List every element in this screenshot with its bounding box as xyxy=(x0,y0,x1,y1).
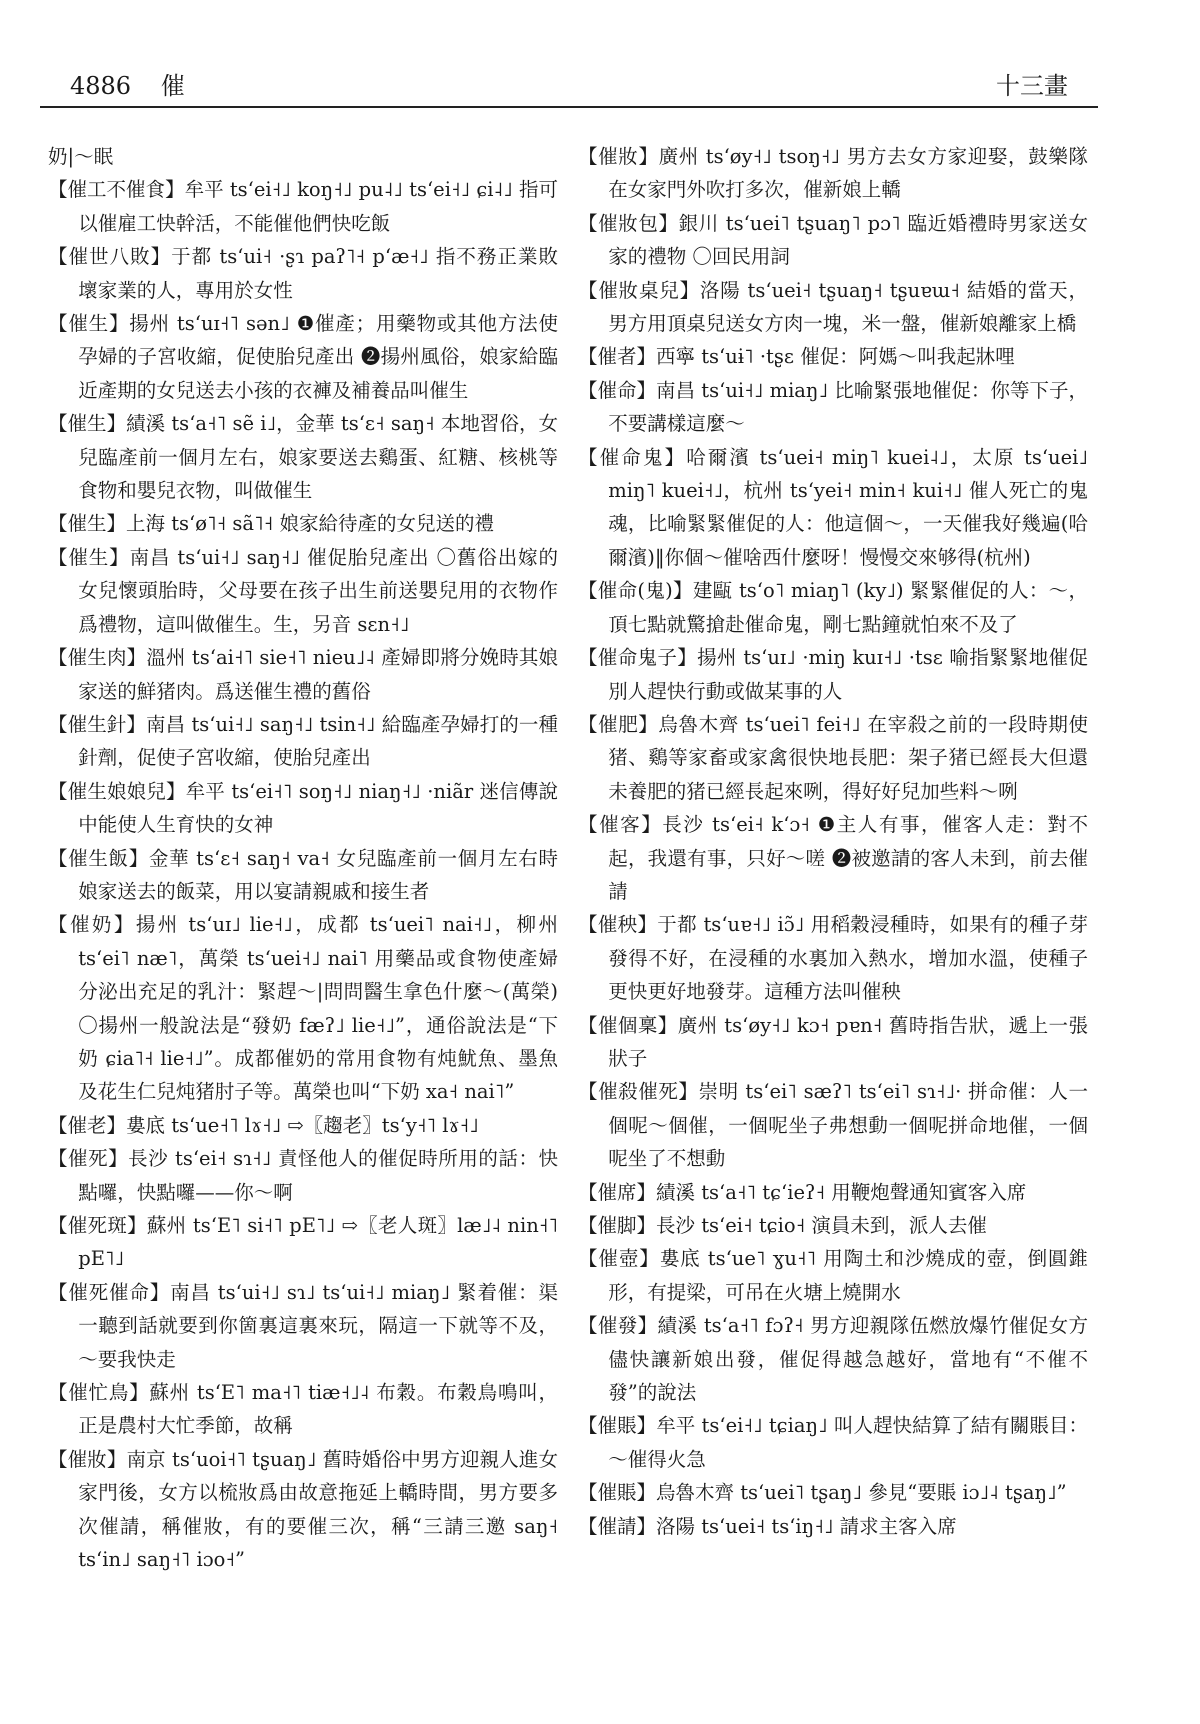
dictionary-entry: 【催客】長沙 tsʻei˧ kʻɔ˧ ❶主人有事，催客人走：對不起，我還有事，只好～嗟 ❷被邀請的客人未到，前去催請 xyxy=(578,813,1088,903)
dictionary-entry: 【催妝】南京 tsʻuoi˧˥ tʂuaŋ˩ 舊時婚俗中男方迎親人進女家門後，女方以梳妝爲由故意拖延上轎時間，男方要多次催請，稱催妝，有的要催三次，稱“三請三邀 saŋ˧ tsʻin˩ saŋ˧˥ iɔo˧” xyxy=(48,1447,558,1572)
dictionary-entry: 【催賬】烏魯木齊 tsʻuei˥ tʂaŋ˩ 參見“要賬 iɔ˩˨ tʂaŋ˩” xyxy=(578,1481,1067,1505)
dictionary-entry: 【催奶】揚州 tsʻuɪ˩ lie˧˩，成都 tsʻuei˥ nai˧˩，柳州 tsʻei˥ næ˥，萬榮 tsʻuei˧˩ nai˥ 用藥品或食物使產婦分泌出充足的乳汁：緊趕～|問問醫生拿色什麼～(萬榮) 〇揚州一般說法是“發奶 fæʔ˩ lie˧˩”，通俗說法是“下奶 ɕia˥˧ lie˧˩”。成都催奶的常用食物有炖魷魚、墨魚及花生仁兒炖猪肘子等。萬榮也叫“下奶 xa˧ nai˥” xyxy=(48,913,558,1104)
dictionary-entry: 【催妝】廣州 tsʻøy˧˩ tsoŋ˧˩ 男方去女方家迎娶，鼓樂隊在女家門外吹打多次，催新娘上轎 xyxy=(578,145,1088,202)
header-rule xyxy=(40,106,1098,108)
dictionary-entry: 【催脚】長沙 tsʻei˧ tɕio˧ 演員未到，派人去催 xyxy=(578,1214,987,1237)
dictionary-entry: 【催死斑】蘇州 tsʻE˥ si˧˥ pE˥˩ ⇨〖老人斑〗læ˩˨ nin˧˥ pE˥˩ xyxy=(48,1214,558,1271)
dictionary-entry: 【催命鬼子】揚州 tsʻuɪ˩ ·miŋ kuɪ˧˩ ·tsɛ 喻指緊緊地催促別人趕快行動或做某事的人 xyxy=(578,646,1088,703)
dictionary-entry: 【催發】績溪 tsʻa˧˥ fɔʔ˧ 男方迎親隊伍燃放爆竹催促女方儘快讓新娘出發，催促得越急越好，當地有“不催不發”的說法 xyxy=(578,1314,1088,1405)
dictionary-entry: 【催殺催死】崇明 tsʻei˥ sæʔ˥ tsʻei˥ sɿ˧˩· 拼命催：人一個呢～個催，一個呢坐子弗想動一個呢拼命地催，一個呢坐了不想動 xyxy=(578,1080,1088,1171)
dictionary-entry: 【催請】洛陽 tsʻuei˧ tsʻiŋ˧˩ 請求主客入席 xyxy=(578,1514,957,1538)
head-character: 催 xyxy=(160,72,185,100)
dictionary-entry: 【催生】績溪 tsʻa˧˥ sẽ i˩，金華 tsʻɛ˧ saŋ˧ 本地習俗，女兒臨產前一個月左右，娘家要送去鷄蛋、紅糖、核桃等食物和嬰兒衣物，叫做催生 xyxy=(48,412,558,503)
dictionary-entry: 【催死】長沙 tsʻei˧ sɿ˧˩ 責怪他人的催促時所用的話：快點囉，快點囉——你～啊 xyxy=(48,1147,558,1204)
dictionary-entry: 【催忙鳥】蘇州 tsʻE˥ ma˧˥ tiæ˧˩˨ 布穀。布穀鳥鳴叫，正是農村大忙季節，故稱 xyxy=(48,1381,558,1438)
dictionary-entry: 【催世八敗】于都 tsʻui˧ ·ʂɿ paʔ˥˧ pʻæ˧˩ 指不務正業敗壞家業的人，專用於女性 xyxy=(48,245,558,302)
dictionary-entry: 【催命(鬼)】建甌 tsʻo˥ miaŋ˥ (ky˩) 緊緊催促的人：～，頂七點就驚搶赴催命鬼，剛七點鐘就怕來不及了 xyxy=(578,579,1088,636)
dictionary-entry: 【催命鬼】哈爾濱 tsʻuei˧ miŋ˥ kuei˨˩，太原 tsʻuei˩ miŋ˥ kuei˧˩，杭州 tsʻyei˧ min˧ kui˧˩ 催人死亡的鬼魂，比喻緊緊催促的人：他這個～，一天催我好幾遍(哈爾濱)‖你個～催啥西什麼呀！慢慢交來够得(杭州) xyxy=(578,445,1088,569)
page-number: 4886 xyxy=(70,72,132,100)
dictionary-entry: 【催生娘娘兒】牟平 tsʻei˧˥ soŋ˧˩ niaŋ˧˩ ·niãr 迷信傳說中能使人生育快的女神 xyxy=(48,779,558,837)
dictionary-entry: 【催命】南昌 tsʻui˧˩ miaŋ˩ 比喻緊張地催促：你等下子，不要講樣這麼～ xyxy=(578,378,1088,436)
dictionary-entry: 【催生】南昌 tsʻui˧˩ saŋ˧˩ 催促胎兒產出 〇舊俗出嫁的女兒懷頭胎時，父母要在孩子出生前送嬰兒用的衣物作爲禮物，這叫做催生。生，另音 sɛn˧˩ xyxy=(48,545,558,636)
dictionary-entry: 【催肥】烏魯木齊 tsʻuei˥ fei˧˩ 在宰殺之前的一段時期使猪、鷄等家畜或家禽很快地長肥：架子猪已經長大但還未養肥的猪已經長起來咧，得好好兒加些料～咧 xyxy=(578,712,1088,803)
dictionary-entry: 【催壺】婁底 tsʻue˥ ɣu˧˥ 用陶土和沙燒成的壺，倒圓錐形，有提梁，可吊在火塘上燒開水 xyxy=(578,1247,1088,1304)
dictionary-entry: 【催老】婁底 tsʻue˧˥ lɤ˧˩ ⇨〖趨老〗tsʻy˧˥ lɤ˧˩ xyxy=(48,1113,479,1137)
dictionary-entry: 奶|～眠 xyxy=(48,145,114,168)
section-label: 十三畫 xyxy=(996,72,1068,100)
dictionary-entry: 【催工不催食】牟平 tsʻei˧˩ koŋ˧˩ pu˨˩ tsʻei˧˩ ɕi˨˩ 指可以催雇工快幹活，不能催他們快吃飯 xyxy=(48,178,558,235)
dictionary-entry: 【催秧】于都 tsʻuɐ˧˩ iɔ̃˩ 用稻穀浸種時，如果有的種子芽發得不好，在浸種的水裏加入熱水，增加水溫，使種子更快更好地發芽。這種方法叫催秧 xyxy=(578,913,1088,1004)
dictionary-entry: 【催生肉】溫州 tsʻai˧˥ sie˧˥ nieu˩˨ 產婦即將分娩時其娘家送的鮮猪肉。爲送催生禮的舊俗 xyxy=(48,646,558,703)
dictionary-entry: 【催生飯】金華 tsʻɛ˧ saŋ˧ va˧ 女兒臨產前一個月左右時娘家送去的飯菜，用以宴請親戚和接生者 xyxy=(48,846,558,903)
dictionary-entry: 【催生】上海 tsʻø˥˧ sã˥˧ 娘家給待產的女兒送的禮 xyxy=(48,512,494,536)
dictionary-entry: 【催席】績溪 tsʻa˧˥ tɕʻieʔ˧ 用鞭炮聲通知賓客入席 xyxy=(578,1180,1027,1204)
right-column xyxy=(578,140,1088,1710)
dictionary-entry: 【催個稟】廣州 tsʻøy˧˩ kɔ˧ pɐn˧ 舊時指告狀，遞上一張狀子 xyxy=(578,1013,1088,1070)
dictionary-entry: 【催死催命】南昌 tsʻui˧˩ sɿ˩ tsʻui˧˩ miaŋ˩ 緊着催：渠一聽到話就要到你箇裏這裏來玩，隔這一下就等不及，～要我快走 xyxy=(48,1280,558,1371)
dictionary-entry: 【催生】揚州 tsʻuɪ˧˥ sən˩ ❶催產；用藥物或其他方法使孕婦的子宮收縮，促使胎兒產出 ❷揚州風俗，娘家給臨近產期的女兒送去小孩的衣褲及補養品叫催生 xyxy=(48,312,558,402)
page-header xyxy=(40,58,1098,100)
dictionary-entry: 【催生針】南昌 tsʻui˧˩ saŋ˧˩ tsin˧˩ 給臨產孕婦打的一種針劑，促使子宮收縮，使胎兒產出 xyxy=(48,712,558,770)
header-left xyxy=(70,66,185,101)
dictionary-entry: 【催妝桌兒】洛陽 tsʻuei˧ tʂuaŋ˧ tʂuɐɯ˧ 結婚的當天，男方用頂桌兒送女方肉一塊，米一盤，催新娘離家上橋 xyxy=(578,278,1088,336)
dictionary-entry: 【催者】西寧 tsʻuɨ˥ ·tʂɛ 催促：阿媽～叫我起牀哩 xyxy=(578,345,1015,369)
left-column xyxy=(48,140,558,1710)
dictionary-entry: 【催妝包】銀川 tsʻuei˥ tʂuaŋ˥ pɔ˥ 臨近婚禮時男家送女家的禮物 〇回民用詞 xyxy=(578,211,1088,269)
dictionary-entry: 【催賬】牟平 tsʻei˧˩ tɕiaŋ˩ 叫人趕快結算了結有關賬目：～催得火急 xyxy=(578,1414,1088,1471)
